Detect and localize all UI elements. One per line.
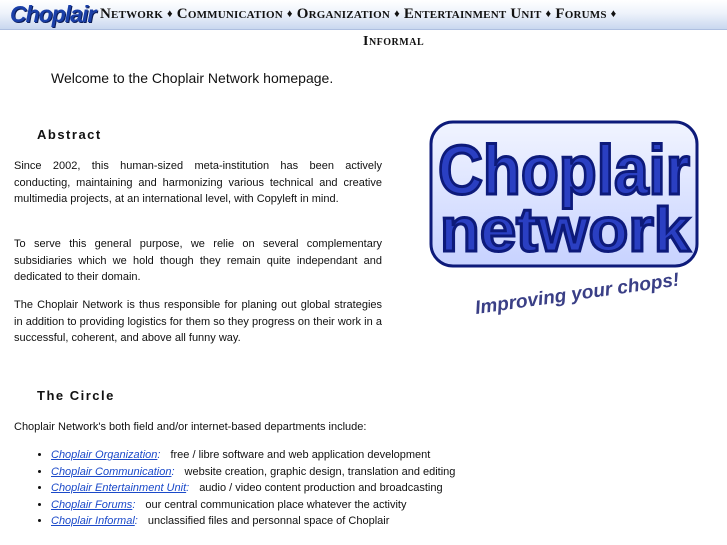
list-item: • Choplair Forums: our central communication place whatever the activity <box>51 497 455 514</box>
link-choplair-entertainment-unit[interactable]: Choplair Entertainment Unit <box>51 482 187 494</box>
departments-list <box>14 447 455 530</box>
link-choplair-forums[interactable]: Choplair Forums <box>51 498 133 511</box>
abstract-paragraph-1: Since 2002, this human-sized meta-institution has been actively conducting, maintaining and harmonizing various technical and creative multimedia projects, at an international level, with Copyleft in mind. <box>14 160 382 205</box>
list-item: • Choplair Communication: website creation, graphic design, translation and editing <box>51 464 455 481</box>
department-description: our central communication place whatever the activity <box>145 498 407 511</box>
nav-forums[interactable]: Forums <box>555 6 607 22</box>
brand-logo[interactable]: Choplair <box>10 1 96 27</box>
nav-organization[interactable]: Organization <box>296 6 391 22</box>
welcome-text: Welcome to the Choplair Network homepage. <box>51 70 334 86</box>
main-nav <box>100 6 621 23</box>
separator-diamond-icon: ♦ <box>610 8 617 20</box>
nav-informal[interactable]: Informal <box>363 34 425 49</box>
abstract-paragraph-3: The Choplair Network is thus responsible for planing out global strategies in addition to providing logistics for them so they progress on their work in a successful, coherent, and above all funny way. <box>14 299 382 344</box>
top-navigation-bar <box>0 0 727 30</box>
logo-line2: network <box>440 196 691 265</box>
link-choplair-organization[interactable]: Choplair Organization <box>51 449 158 461</box>
list-item: • Choplair Entertainment Unit: audio / video content production and broadcasting <box>51 480 455 497</box>
logo-line1: Choplair <box>438 131 690 209</box>
link-choplair-informal[interactable]: Choplair Informal <box>51 515 135 527</box>
link-choplair-communication[interactable]: Choplair Communication <box>51 465 172 478</box>
separator-diamond-icon: ♦ <box>166 8 173 20</box>
abstract-paragraph-2: To serve this general purpose, we relie on several complementary subsidiaries which we hold though they remain quite independant and dedicated to their domain. <box>14 238 382 283</box>
separator-diamond-icon: ♦ <box>545 8 552 20</box>
separator-diamond-icon: ♦ <box>394 8 400 20</box>
nav-communication[interactable]: Communication <box>176 6 283 22</box>
abstract-heading: Abstract <box>37 127 102 142</box>
circle-intro: Choplair Network's both field and/or internet-based departments include: <box>14 421 367 433</box>
department-description: unclassified files and personnal space of Choplair <box>147 515 390 527</box>
choplair-network-logo <box>428 104 700 334</box>
list-item: • Choplair Informal: unclassified files and personnal space of Choplair <box>51 513 455 530</box>
circle-heading: The Circle <box>37 388 115 403</box>
nav-entertainment-unit[interactable]: Entertainment Unit <box>403 6 542 22</box>
nav-network[interactable]: Network <box>100 6 163 22</box>
department-description: website creation, graphic design, translation and editing <box>184 465 456 478</box>
separator-diamond-icon: ♦ <box>286 8 293 20</box>
department-description: free / libre software and web application development <box>170 449 431 461</box>
list-item: • Choplair Organization: free / libre software and web application development <box>51 447 455 464</box>
department-description: audio / video content production and broadcasting <box>199 482 443 494</box>
logo-slogan: Improving your chops! <box>473 269 681 319</box>
